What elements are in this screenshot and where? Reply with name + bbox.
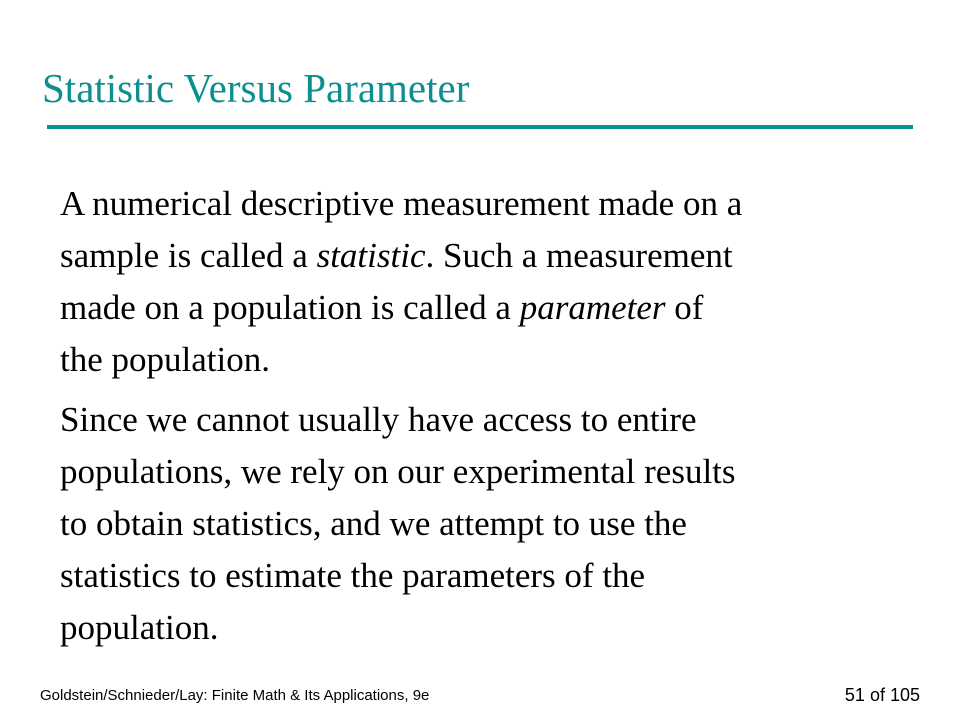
text-line (60, 282, 910, 334)
term-parameter: parameter (519, 288, 666, 327)
text-line (60, 230, 910, 282)
page-number: 51 of 105 (844, 685, 920, 705)
footer-source: Goldstein/Schnieder/Lay: Finite Math & Its Applications, 9e (40, 687, 430, 704)
text-line (60, 178, 910, 230)
paragraph-explanation (60, 394, 910, 654)
text-segment: the population. (60, 340, 270, 379)
text-line: statistics to estimate the parameters of the (60, 556, 646, 595)
text-line: population. (60, 608, 219, 647)
term-statistic: statistic (316, 236, 426, 275)
paragraph-definition (60, 178, 910, 386)
slide-body (60, 178, 910, 654)
text-segment: of (665, 288, 704, 327)
slide-title: Statistic Versus Parameter (42, 65, 470, 111)
text-segment: sample is called a (60, 236, 317, 275)
text-line (60, 334, 910, 386)
text-line: to obtain statistics, and we attempt to use the (60, 504, 687, 543)
title-underline (47, 125, 913, 129)
text-line: populations, we rely on our experimental results (60, 452, 736, 491)
text-line: Since we cannot usually have access to entire (60, 400, 697, 439)
text-segment: made on a population is called a (60, 288, 520, 327)
text-segment: A numerical descriptive measurement made on a (60, 184, 743, 223)
text-segment: . Such a measurement (425, 236, 733, 275)
